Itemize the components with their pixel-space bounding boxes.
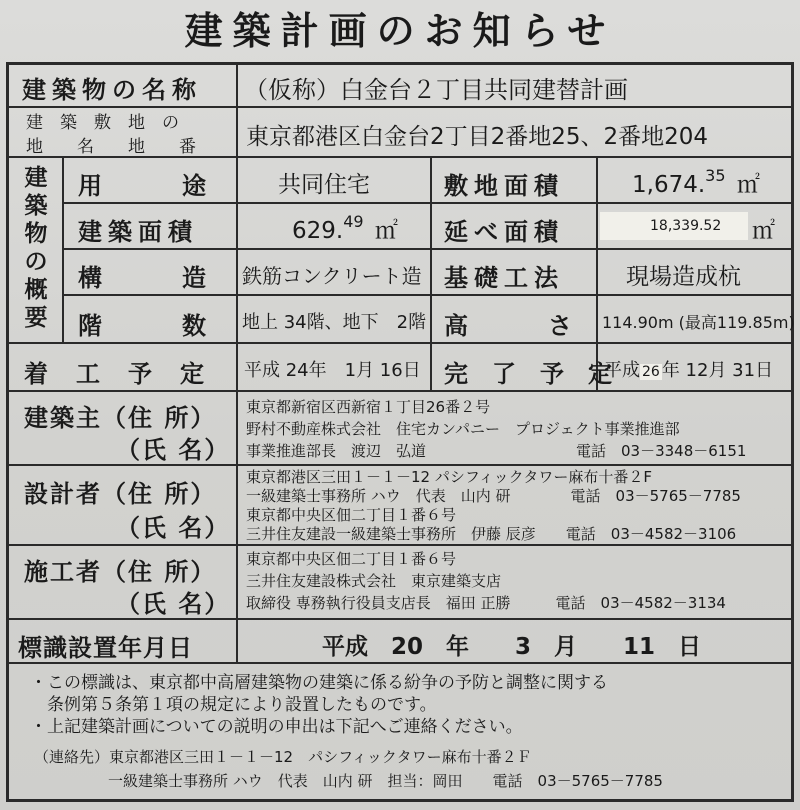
floor-area-value: 18,339.52	[650, 218, 722, 234]
contact-line-1: （連絡先）東京都港区三田１－１－12 パシフィックタワー麻布十番２Ｆ	[34, 748, 532, 766]
designer-line-1: 東京都港区三田１－１－12 パシフィックタワー麻布十番２F	[246, 468, 652, 486]
site-area-label: 敷地面積	[444, 172, 564, 200]
start-value: 平成 24年 1月 16日	[244, 360, 421, 381]
use-value: 共同住宅	[278, 172, 370, 198]
completion-label: 完 了 予 定	[444, 360, 612, 388]
note-line-2: 条例第５条第１項の規定により設置したものです。	[30, 695, 437, 715]
site-area-value	[632, 166, 760, 199]
floor-area-label: 延べ面積	[444, 218, 564, 246]
building-area-value	[292, 212, 398, 245]
contractor-line-3: 取締役 専務執行役員支店長 福田 正勝 電話 03－4582－3134	[246, 594, 726, 612]
note-line-1: ・この標識は、東京都中高層建築物の建築に係る紛争の予防と調整に関する	[30, 673, 608, 693]
owner-label-line1: 建築主（住 所）	[24, 404, 217, 432]
structure-value: 鉄筋コンクリート造	[242, 264, 422, 288]
start-label: 着 工 予 定	[24, 360, 206, 388]
sign-date-value: 平成 20 年 3 月 11 日	[322, 634, 702, 660]
height-label: 高 さ	[444, 312, 574, 340]
designer-label-line1: 設計者（住 所）	[24, 480, 217, 508]
location-value: 東京都港区白金台2丁目2番地25、2番地204	[246, 124, 709, 150]
building-area-decimal: 49	[343, 212, 364, 231]
building-area-number: 629.	[292, 218, 344, 244]
designer-label-line2: （氏 名）	[116, 514, 231, 542]
designer-line-4: 三井住友建設一級建築士事務所 伊藤 辰彦 電話 03－4582－3106	[246, 525, 737, 543]
contractor-line-2: 三井住友建設株式会社 東京建築支店	[246, 572, 502, 590]
overview-char-1: 建	[24, 165, 48, 191]
overview-side-label	[22, 164, 50, 332]
floors-label: 階 数	[78, 312, 208, 340]
floors-value: 地上 34階、地下 2階	[242, 312, 427, 333]
height-value: 114.90m (最高119.85m)	[602, 313, 795, 332]
overview-char-5: 概	[24, 277, 48, 303]
contractor-label-line1: 施工者（住 所）	[24, 558, 217, 586]
foundation-value: 現場造成杭	[626, 264, 741, 290]
site-area-unit: ㎡	[736, 172, 760, 198]
building-area-label: 建築面積	[78, 218, 198, 246]
site-area-decimal: 35	[705, 166, 726, 185]
foundation-label: 基礎工法	[444, 264, 564, 292]
sign-date-label: 標識設置年月日	[18, 634, 193, 662]
completion-value	[604, 356, 773, 382]
designer-line-2: 一級建築士事務所 ハウ 代表 山内 研 電話 03－5765－7785	[246, 487, 741, 505]
floor-area-unit: ㎡	[752, 218, 775, 244]
owner-line-3: 事業推進部長 渡辺 弘道 電話 03－3348－6151	[246, 442, 747, 460]
overview-char-3: 物	[24, 221, 48, 247]
owner-line-1: 東京都新宿区西新宿１丁目26番２号	[246, 398, 491, 416]
contractor-label-line2: （氏 名）	[116, 590, 231, 618]
name-value: （仮称）白金台２丁目共同建替計画	[244, 76, 628, 104]
owner-label-line2: （氏 名）	[116, 436, 231, 464]
completion-era: 平成	[604, 360, 640, 381]
notice-title: 建築計画のお知らせ	[184, 9, 616, 53]
location-label-line1: 建 築 敷 地 の	[26, 113, 179, 133]
use-label: 用 途	[78, 172, 208, 200]
contractor-line-1: 東京都中央区佃二丁目１番６号	[246, 550, 457, 568]
overview-char-2: 築	[24, 193, 48, 219]
designer-line-3: 東京都中央区佃二丁目１番６号	[246, 506, 457, 524]
owner-line-2: 野村不動産株式会社 住宅カンパニー プロジェクト事業推進部	[246, 420, 680, 438]
overview-char-6: 要	[24, 305, 48, 331]
location-label-line2: 地 名 地 番	[26, 137, 196, 157]
note-line-3: ・上記建築計画についての説明の申出は下記へご連絡ください。	[30, 717, 523, 737]
completion-date: 年 12月 31日	[661, 360, 774, 381]
name-label: 建築物の名称	[22, 76, 202, 104]
overview-char-4: の	[24, 249, 48, 275]
building-area-unit: ㎡	[374, 218, 398, 244]
contact-line-2: 一級建築士事務所 ハウ 代表 山内 研 担当：岡田 電話 03－5765－7785	[108, 772, 663, 790]
site-area-number: 1,674.	[632, 172, 706, 198]
completion-year-sticker: 26	[642, 364, 660, 380]
structure-label: 構 造	[78, 264, 208, 292]
